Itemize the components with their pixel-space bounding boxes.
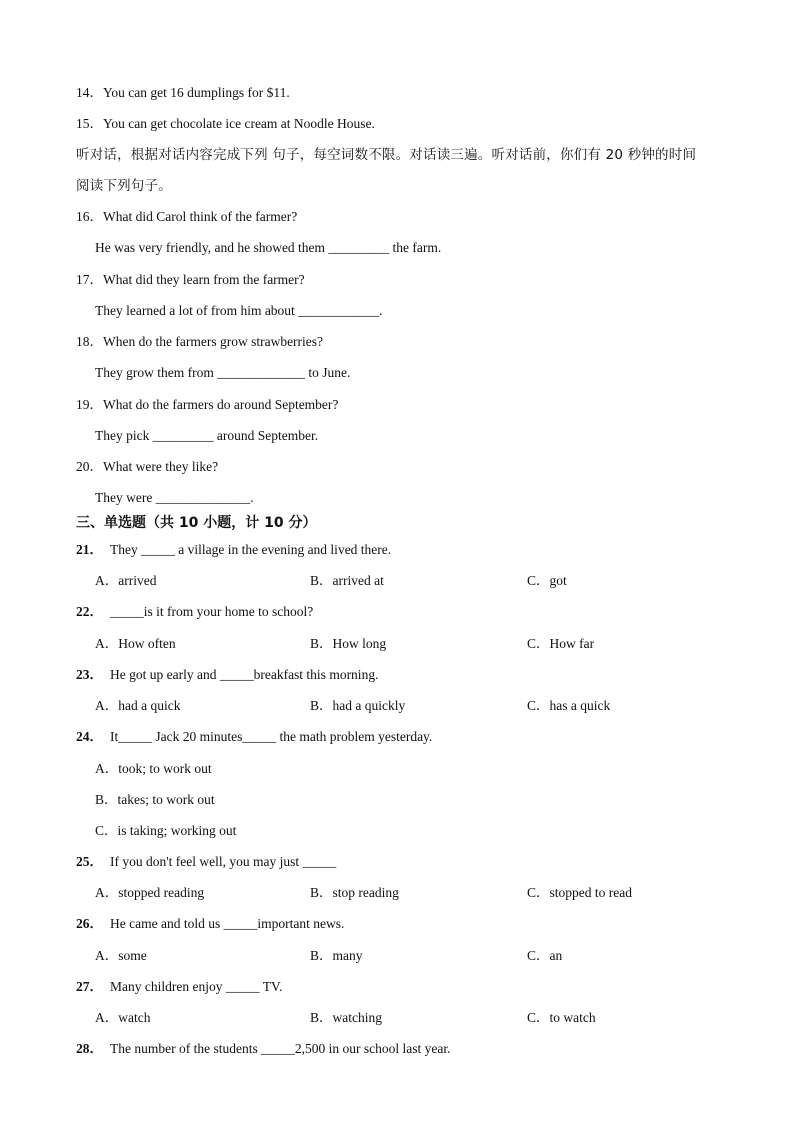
question-14: 14．You can get 16 dumplings for $11. [76, 85, 290, 100]
question-16: 16．What did Carol think of the farmer? [76, 209, 298, 224]
answer-line-20: They were ______________. [95, 490, 254, 505]
option-25-a[interactable]: A．stopped reading [95, 885, 205, 900]
option-24-c[interactable]: C．is taking; working out [95, 823, 237, 838]
option-23-a[interactable]: A．had a quick [95, 698, 181, 713]
question-28: 28． The number of the students _____2,500 in our school last year. [76, 1041, 451, 1056]
option-27-b[interactable]: B．watching [310, 1010, 382, 1025]
option-26-b[interactable]: B．many [310, 948, 363, 963]
question-19: 19．What do the farmers do around September? [76, 397, 339, 412]
question-20: 20．What were they like? [76, 459, 219, 474]
option-23-b[interactable]: B．had a quickly [310, 698, 406, 713]
question-24: 24． It_____ Jack 20 minutes_____ the math problem yesterday. [76, 729, 433, 744]
option-26-c[interactable]: C．an [527, 948, 563, 963]
option-23-c[interactable]: C．has a quick [527, 698, 611, 713]
option-25-b[interactable]: B．stop reading [310, 885, 399, 900]
question-21: 21． They _____ a village in the evening and lived there. [76, 542, 392, 557]
option-22-b[interactable]: B．How long [310, 636, 387, 651]
listening-instructions-line2: 阅读下列句子。 [76, 178, 172, 194]
option-25-c[interactable]: C．stopped to read [527, 885, 632, 900]
option-21-a[interactable]: A．arrived [95, 573, 157, 588]
option-27-c[interactable]: C．to watch [527, 1010, 596, 1025]
question-27: 27． Many children enjoy _____ TV. [76, 979, 283, 994]
option-22-c[interactable]: C．How far [527, 636, 595, 651]
answer-line-18: They grow them from _____________ to June. [95, 365, 351, 380]
option-27-a[interactable]: A．watch [95, 1010, 151, 1025]
question-25: 25． If you don't feel well, you may just _____ [76, 854, 337, 869]
section-three-title: 三、单选题（共 10 小题，计 10 分） [76, 515, 317, 531]
question-22: 22． _____is it from your home to school? [76, 604, 314, 619]
option-21-c[interactable]: C．got [527, 573, 567, 588]
question-18: 18．When do the farmers grow strawberries? [76, 334, 324, 349]
question-17: 17．What did they learn from the farmer? [76, 272, 305, 287]
listening-instructions-line1: 听对话，根据对话内容完成下列 句子，每空词数不限。对话读三遍。听对话前，你们有 20 秒钟的时间 [76, 147, 697, 163]
option-24-a[interactable]: A．took; to work out [95, 761, 212, 776]
question-26: 26． He came and told us _____important news. [76, 916, 345, 931]
answer-line-19: They pick _________ around September. [95, 428, 319, 443]
question-23: 23． He got up early and _____breakfast this morning. [76, 667, 379, 682]
option-26-a[interactable]: A．some [95, 948, 147, 963]
option-24-b[interactable]: B．takes; to work out [95, 792, 215, 807]
question-15: 15．You can get chocolate ice cream at Noodle House. [76, 116, 375, 131]
answer-line-16: He was very friendly, and he showed them _________ the farm. [95, 240, 442, 255]
option-22-a[interactable]: A．How often [95, 636, 176, 651]
answer-line-17: They learned a lot of from him about ____________. [95, 303, 383, 318]
option-21-b[interactable]: B．arrived at [310, 573, 384, 588]
